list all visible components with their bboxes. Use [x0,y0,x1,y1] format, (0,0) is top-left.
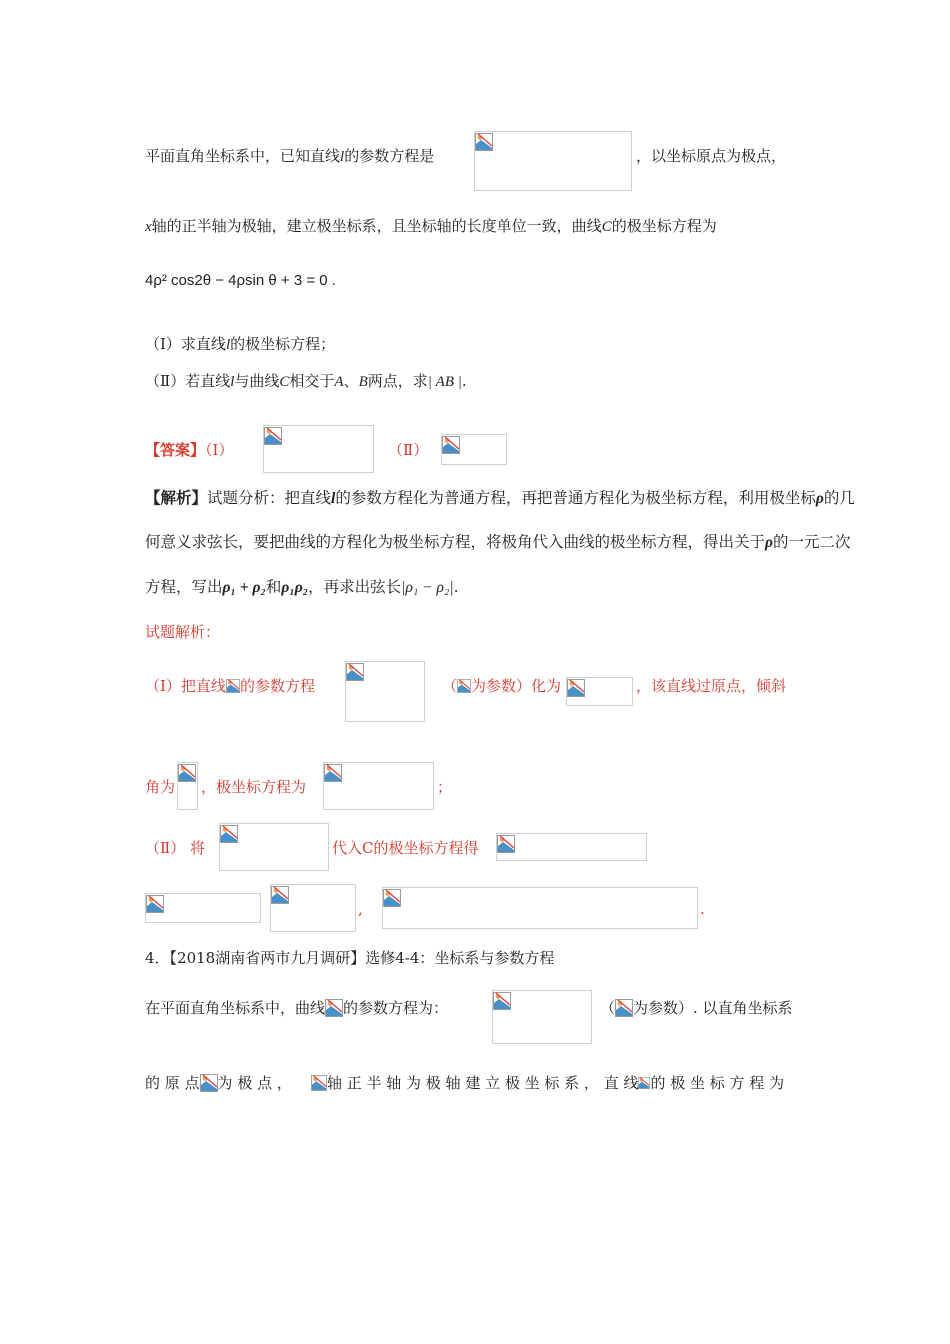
var-ab: | AB | [427,374,462,390]
equation-text: 4ρ² cos2θ − 4ρsin θ + 3 = 0 [145,272,328,289]
var-l: l [331,490,336,507]
text: 为 极 点 ， [217,1074,292,1092]
var-rho: ρ [815,490,824,507]
solution-line-1-mid [442,676,561,696]
text: （ [442,677,458,695]
problem-line-2 [145,216,717,237]
analysis-line-3 [145,577,459,598]
text: 在平面直角坐标系中，曲线 [145,999,326,1017]
text: 的极坐标方程为 [611,217,717,235]
text: . [453,578,459,596]
text: （Ⅱ）若直线 [145,372,231,390]
broken-image-icon [567,679,585,697]
solution-line-2-mid: ，极坐标方程为 [201,778,307,796]
broken-image-icon [457,678,471,694]
analysis-label: 【解析】 [145,489,208,507]
text: （Ⅰ）把直线 [145,677,226,695]
var-b: B [358,374,368,390]
answer-line [145,440,233,460]
broken-image-icon [475,133,493,151]
var-l: l [340,149,345,165]
broken-image-icon [497,835,515,853]
broken-image-icon [226,678,240,694]
text: 、 [343,372,359,390]
broken-image-icon [442,436,460,454]
problem-4-line-1 [145,998,448,1019]
broken-image-icon [324,764,342,782]
solution-line-4-comma: , [358,900,363,918]
broken-image-icon [311,1074,327,1092]
broken-image-icon [264,427,282,445]
var-l: l [225,337,231,353]
text: 的一元二次 [773,533,851,551]
formula-box [496,833,647,861]
solution-line-1-end: ，该直线过原点，倾斜 [636,677,787,695]
formula-box [382,887,698,929]
text: 为参数）. 以直角坐标系 [633,999,793,1017]
text: . [331,272,336,289]
formula-box [474,131,632,191]
rho-diff: |ρ₁ − ρ₂| [401,579,454,596]
var-l: l [230,374,235,390]
solution-line-1 [145,676,315,696]
var-x: x [145,219,152,235]
broken-image-icon [638,1073,650,1093]
problem-4-header: 4．【2018湖南省两市九月调研】选修4-4：坐标系与参数方程 [145,949,555,967]
text: 两点，求 [367,372,428,390]
text: 的参数方程是 [344,147,435,165]
broken-image-icon [200,1073,218,1093]
broken-image-icon [220,825,238,843]
rho-product: ρ₁ρ₂ [281,579,309,596]
text: 和 [265,578,282,596]
text: 为参数）化为 [471,677,562,695]
analysis-line-2 [145,532,851,553]
answer-part-1: （Ⅰ） [205,441,234,459]
text: 平面直角坐标系中，已知直线 [145,147,341,165]
problem-4-line-1-end [600,998,793,1019]
text: （Ⅰ）求直线 [145,335,226,353]
text: 的参数方程化为普通方程，再把普通方程化为极坐标方程，利用极坐标 [335,489,816,507]
text: 的参数方程为： [343,999,449,1017]
question-1 [145,334,335,355]
var-c: C [601,219,612,235]
text: 试题分析：把直线 [207,489,332,507]
text: 的参数方程 [239,677,315,695]
solution-line-4-end: . [700,900,705,918]
text: . [461,372,467,390]
problem-line-1-end: ，以坐标原点为极点， [636,147,787,165]
text: 何意义求弦长，要把曲线的方程化为极坐标方程，将极角代入曲线的极坐标方程，得出关于 [145,533,766,551]
solution-line-2-end: ； [437,778,453,796]
rho-sum: ρ₁ + ρ₂ [222,579,266,596]
broken-image-icon [615,998,633,1018]
text: 与曲线 [234,372,280,390]
problem-line-1 [145,146,434,167]
answer-label: 【答案】 [145,441,206,459]
solution-line-2: 角为 [145,778,176,796]
problem-4-line-2 [145,1073,784,1094]
text: 的 原 点 [145,1074,200,1092]
solution-line-3: （Ⅱ） 将 [145,839,205,857]
text: 的极坐标方程； [230,335,336,353]
answer-part-2: （Ⅱ） [388,441,429,459]
question-2 [145,371,467,392]
text: ，再求出弦长 [308,578,402,596]
text: 方程，写出 [145,578,223,596]
broken-image-icon [325,998,343,1018]
broken-image-icon [346,663,364,681]
polar-equation [145,271,336,291]
text: 相交于 [289,372,335,390]
var-c: C [279,374,290,390]
var-rho: ρ [765,534,774,551]
broken-image-icon [493,992,511,1010]
text: （ [600,999,616,1017]
text: 轴 正 半 轴 为 极 轴 建 立 极 坐 标 系 ， 直 线 [326,1074,639,1092]
text: 轴的正半轴为极轴，建立极坐标系，且坐标轴的长度单位一致，曲线 [151,217,602,235]
analysis-line-1 [145,488,855,509]
text: 的几 [823,489,855,507]
solution-line-3-mid: 代入C的极坐标方程得 [332,839,479,857]
broken-image-icon [271,886,289,904]
var-a: A [334,374,344,390]
broken-image-icon [146,895,164,913]
solution-title: 试题解析： [145,623,221,641]
broken-image-icon [383,889,401,907]
text: 的 极 坐 标 方 程 为 [650,1074,785,1092]
broken-image-icon [178,764,196,782]
